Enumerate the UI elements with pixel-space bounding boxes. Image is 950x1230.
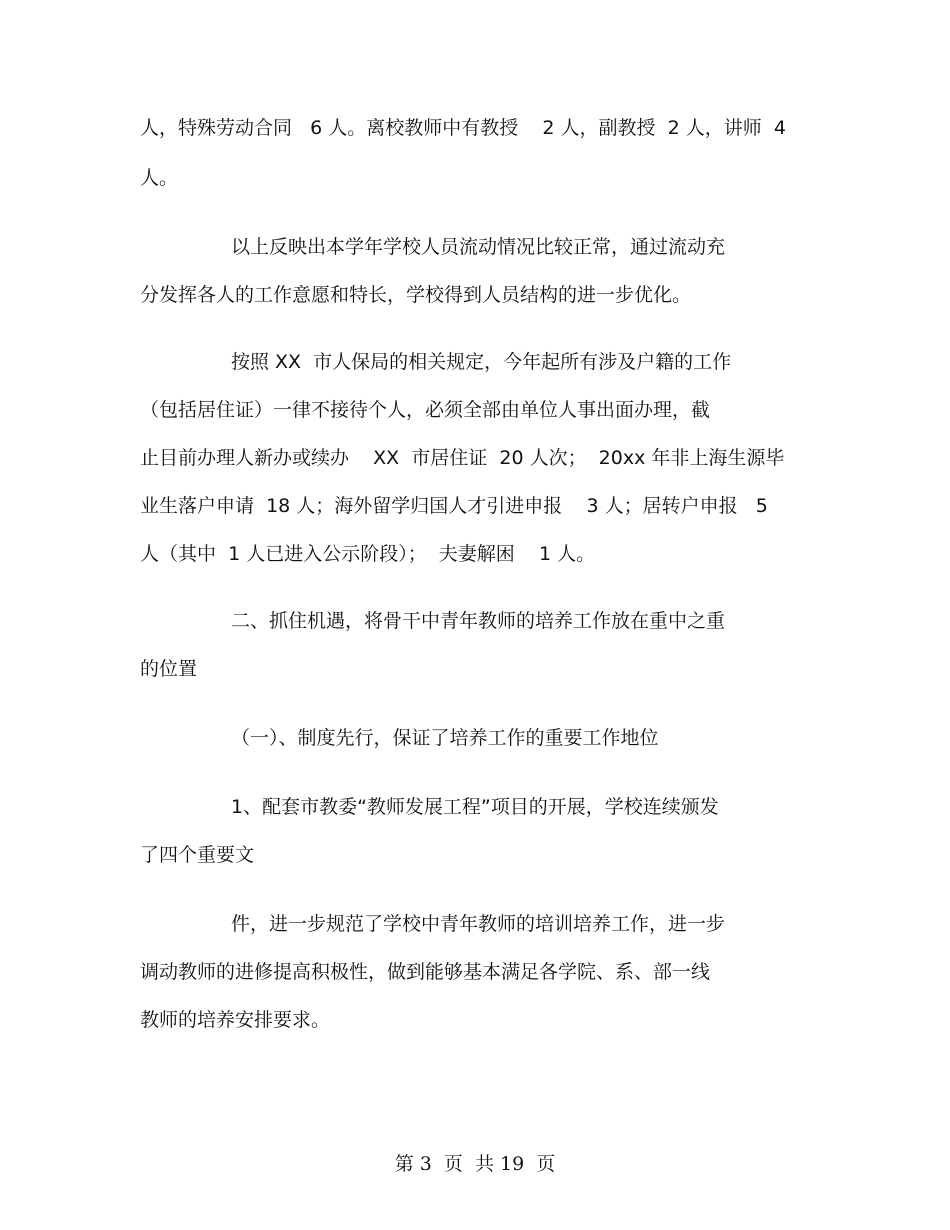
body-text-line: 业生落户申请 18 人；海外留学归国人才引进申报 3 人；居转户申报 5 — [140, 495, 768, 517]
section-heading-line: 的位置 — [140, 658, 198, 680]
body-text-line: 分发挥各人的工作意愿和特长，学校得到人员结构的进一步优化。 — [140, 284, 692, 306]
body-text-line: （包括居住证）一律不接待个人，必须全部由单位人事出面办理，截 — [140, 399, 711, 421]
body-text-line: 人。 — [140, 167, 179, 189]
body-text-line: 了四个重要文 — [140, 844, 255, 866]
body-text-line: 按照 XX 市人保局的相关规定，今年起所有涉及户籍的工作 — [231, 351, 732, 373]
page-number-footer: 第 3 页 共 19 页 — [394, 1153, 556, 1175]
section-heading-line: 二、抓住机遇，将骨干中青年教师的培养工作放在重中之重 — [231, 610, 726, 632]
body-text-line: 调动教师的进修提高积极性，做到能够基本满足各学院、系、部一线 — [140, 961, 711, 983]
body-text-line: 人（其中 1 人已进入公示阶段）； 夫妻解困 1 人。 — [140, 543, 596, 565]
body-text-line: 1、配套市教委“教师发展工程”项目的开展，学校连续颁发 — [231, 796, 719, 818]
subsection-heading: （一）、制度先行，保证了培养工作的重要工作地位 — [231, 727, 659, 749]
body-text-line: 教师的培养安排要求。 — [140, 1009, 331, 1031]
body-text-line: 件，进一步规范了学校中青年教师的培训培养工作，进一步 — [231, 913, 726, 935]
body-text-line: 人，特殊劳动合同 6 人。离校教师中有教授 2 人，副教授 2 人，讲师 4 — [140, 117, 786, 139]
body-text-line: 止目前办理人新办或续办 XX 市居住证 20 人次； 20xx 年非上海生源毕 — [140, 447, 785, 469]
body-text-line: 以上反映出本学年学校人员流动情况比较正常，通过流动充 — [231, 236, 726, 258]
